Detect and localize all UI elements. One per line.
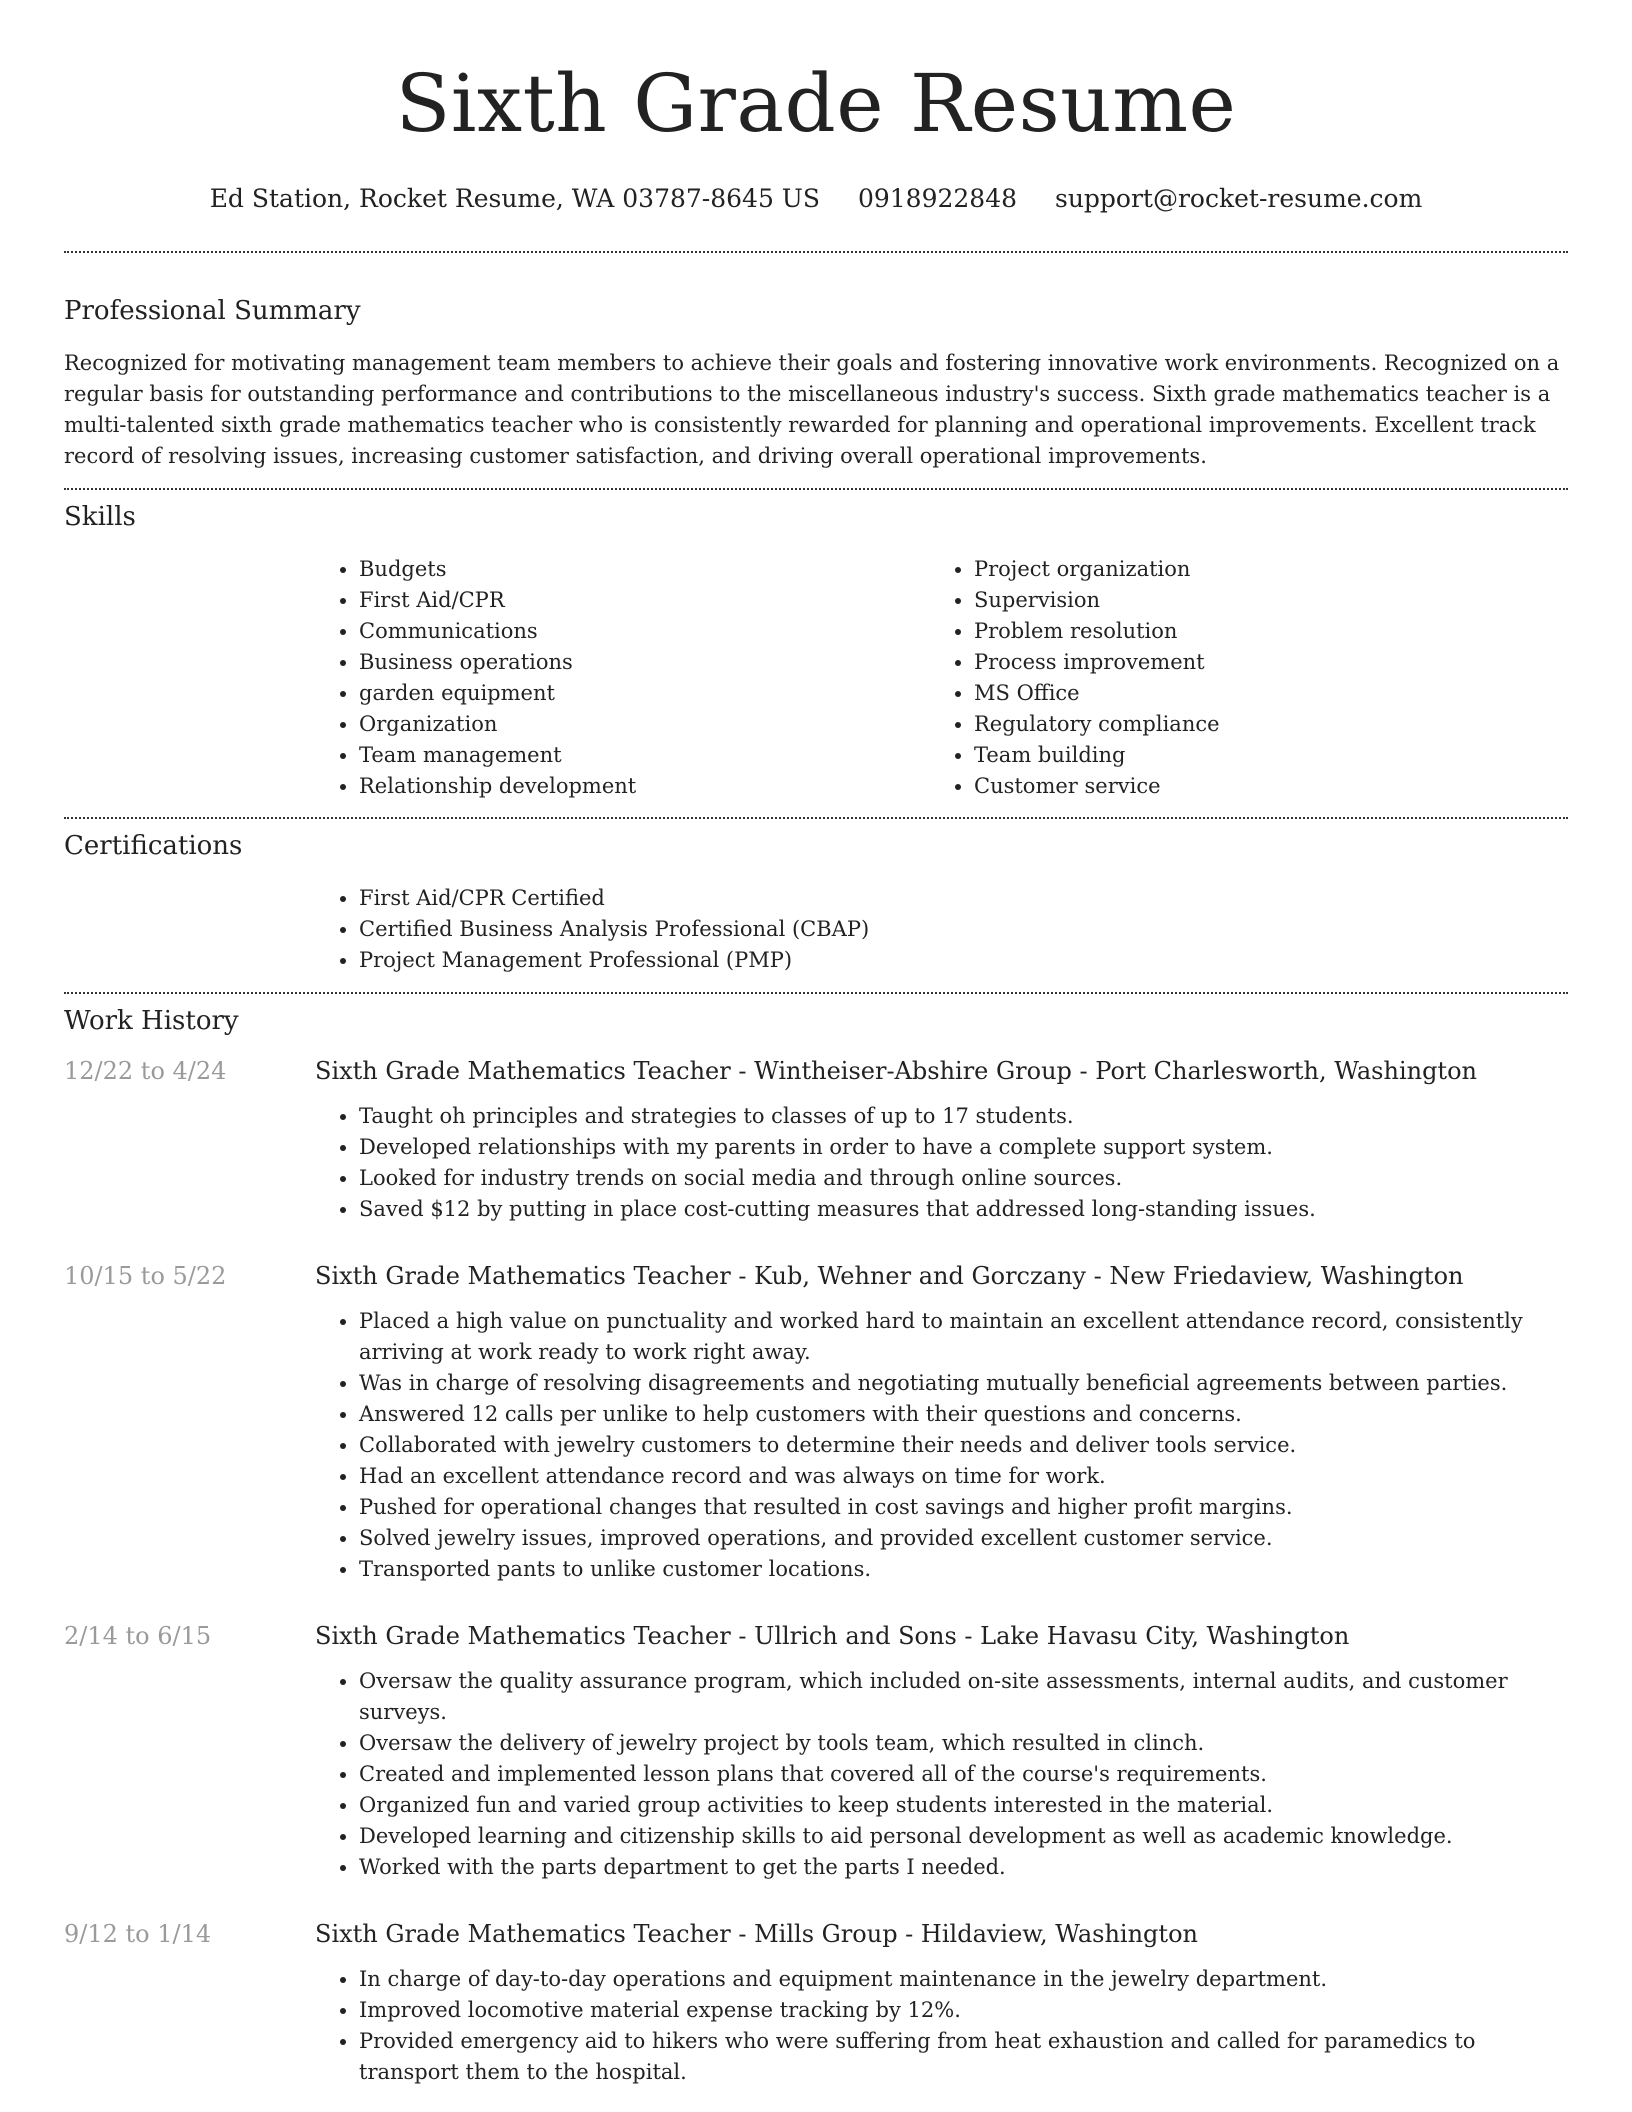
contact-email[interactable]: support@rocket-resume.com [1054, 184, 1423, 213]
skill-item: • Project organization [974, 554, 1545, 585]
job-duty-item: • Placed a high value on punctuality and worked hard to maintain an excellent attendance record, consistently arriving at work ready to work right away. [359, 1306, 1568, 1368]
work-history-section [64, 1004, 1568, 2088]
skill-item: • Team management [359, 740, 930, 771]
skills-list-left [315, 554, 930, 802]
summary-section [64, 294, 1568, 472]
job-dates: 10/15 to 5/22 [64, 1262, 227, 1290]
skill-item: • Team building [974, 740, 1545, 771]
skills-section [64, 500, 1568, 802]
job-title: Sixth Grade Mathematics Teacher - Kub, Wehner and Gorczany - New Friedaview, Washington [315, 1262, 1464, 1290]
skill-item: • Problem resolution [974, 616, 1545, 647]
certifications-section [64, 829, 1568, 976]
job-title: Sixth Grade Mathematics Teacher - Mills Group - Hildaview, Washington [315, 1920, 1198, 1948]
job-duty-item: • Saved $12 by putting in place cost-cutting measures that addressed long-standing issues. [359, 1194, 1568, 1225]
work-history-heading: Work History [64, 1006, 239, 1036]
skills-column-left [315, 554, 930, 802]
job-duty-item: • Oversaw the quality assurance program, which included on-site assessments, internal audits, and customer surveys. [359, 1666, 1568, 1728]
skill-item: • Communications [359, 616, 930, 647]
job-entry [64, 1259, 1568, 1585]
certification-item: • Project Management Professional (PMP) [359, 945, 1568, 976]
skill-item: • Budgets [359, 554, 930, 585]
divider [64, 817, 1568, 819]
certification-item: • First Aid/CPR Certified [359, 883, 1568, 914]
job-title: Sixth Grade Mathematics Teacher - Wintheiser-Abshire Group - Port Charlesworth, Washington [315, 1057, 1477, 1085]
job-duties-list [315, 1101, 1568, 1225]
job-duty-item: • Pushed for operational changes that resulted in cost savings and higher profit margins. [359, 1492, 1568, 1523]
job-duty-item: • Created and implemented lesson plans that covered all of the course's requirements. [359, 1759, 1568, 1790]
job-duty-item: • Collaborated with jewelry customers to determine their needs and deliver tools service. [359, 1430, 1568, 1461]
resume-name: Sixth Grade Resume [395, 57, 1237, 150]
job-duty-item: • Developed learning and citizenship skills to aid personal development as well as academic knowledge. [359, 1821, 1568, 1852]
job-duty-item: • Solved jewelry issues, improved operations, and provided excellent customer service. [359, 1523, 1568, 1554]
job-duty-item: • In charge of day-to-day operations and equipment maintenance in the jewelry department. [359, 1964, 1568, 1995]
job-duties-list [315, 1306, 1568, 1585]
job-duty-item: • Looked for industry trends on social media and through online sources. [359, 1163, 1568, 1194]
skill-item: • Relationship development [359, 771, 930, 802]
skill-item: • Organization [359, 709, 930, 740]
job-duty-item: • Improved locomotive material expense tracking by 12%. [359, 1995, 1568, 2026]
divider [64, 251, 1568, 253]
job-dates: 12/22 to 4/24 [64, 1057, 227, 1085]
skills-list-right [930, 554, 1545, 802]
job-body [315, 1054, 1568, 1225]
job-duties-list [315, 1666, 1568, 1883]
job-duty-item: • Worked with the parts department to get the parts I needed. [359, 1852, 1568, 1883]
skill-item: • First Aid/CPR [359, 585, 930, 616]
job-duty-item: • Oversaw the delivery of jewelry project by tools team, which resulted in clinch. [359, 1728, 1568, 1759]
job-duty-item: • Transported pants to unlike customer locations. [359, 1554, 1568, 1585]
job-duty-item: • Taught oh principles and strategies to classes of up to 17 students. [359, 1101, 1568, 1132]
certifications-body [315, 883, 1568, 976]
job-title: Sixth Grade Mathematics Teacher - Ullrich and Sons - Lake Havasu City, Washington [315, 1622, 1350, 1650]
contact-phone: 0918922848 [857, 184, 1018, 213]
skill-item: • Business operations [359, 647, 930, 678]
job-duty-item: • Had an excellent attendance record and was always on time for work. [359, 1461, 1568, 1492]
skills-heading: Skills [64, 502, 136, 532]
job-dates: 2/14 to 6/15 [64, 1622, 212, 1650]
job-duties-list [315, 1964, 1568, 2088]
job-entry [64, 1054, 1568, 1225]
skill-item: • MS Office [974, 678, 1545, 709]
skills-columns [315, 554, 1568, 802]
skill-item: • Process improvement [974, 647, 1545, 678]
work-history-list [64, 1054, 1568, 2088]
skill-item: • Regulatory compliance [974, 709, 1545, 740]
summary-text: Recognized for motivating management team members to achieve their goals and fostering innovative work environments. Recognized on a regular basis for outstanding performance and contributions to the miscellaneous industry's success. Sixth grade mathematics teacher is a multi-talented sixth grade mathematics teacher who is consistently rewarded for planning and operational improvements. Excellent track record of resolving issues, increasing customer satisfaction, and driving overall operational improvements. [64, 351, 1560, 468]
skill-item: • garden equipment [359, 678, 930, 709]
contact-address: Ed Station, Rocket Resume, WA 03787-8645 US [209, 184, 821, 213]
job-body [315, 1259, 1568, 1585]
skills-column-right [930, 554, 1545, 802]
contact-line [64, 182, 1568, 216]
job-entry [64, 1619, 1568, 1883]
job-duty-item: • Answered 12 calls per unlike to help customers with their questions and concerns. [359, 1399, 1568, 1430]
job-entry [64, 1917, 1568, 2088]
summary-heading: Professional Summary [64, 296, 361, 326]
job-duty-item: • Organized fun and varied group activities to keep students interested in the material. [359, 1790, 1568, 1821]
job-duty-item: • Was in charge of resolving disagreements and negotiating mutually beneficial agreements between parties. [359, 1368, 1568, 1399]
skill-item: • Customer service [974, 771, 1545, 802]
job-body [315, 1619, 1568, 1883]
job-body [315, 1917, 1568, 2088]
job-duty-item: • Provided emergency aid to hikers who were suffering from heat exhaustion and called for paramedics to transport them to the hospital. [359, 2026, 1568, 2088]
divider [64, 488, 1568, 490]
skill-item: • Supervision [974, 585, 1545, 616]
divider [64, 992, 1568, 994]
job-dates: 9/12 to 1/14 [64, 1920, 212, 1948]
certifications-list [315, 883, 1568, 976]
certification-item: • Certified Business Analysis Professional (CBAP) [359, 914, 1568, 945]
certifications-heading: Certifications [64, 831, 243, 861]
job-duty-item: • Developed relationships with my parents in order to have a complete support system. [359, 1132, 1568, 1163]
